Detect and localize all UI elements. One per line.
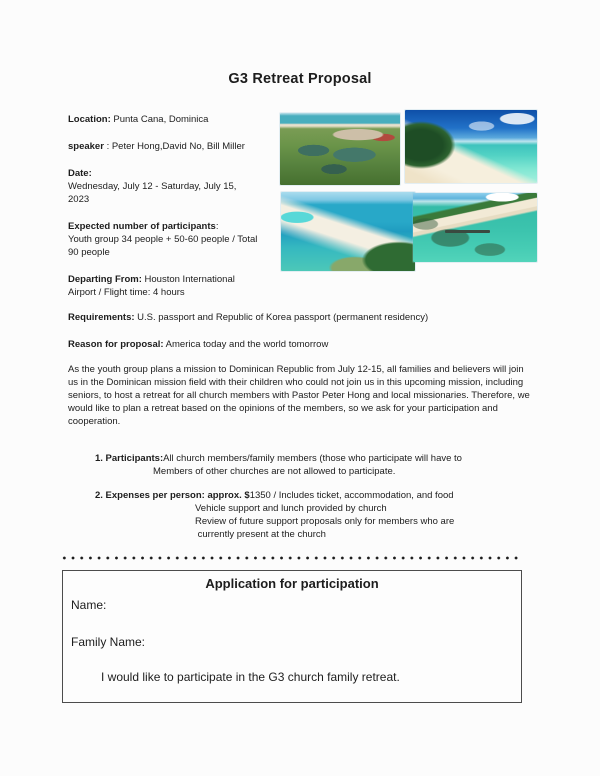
location-value: Punta Cana, Dominica (113, 114, 209, 125)
date-label: Date: (68, 168, 92, 179)
departing-row (68, 273, 258, 299)
location-row (68, 113, 258, 126)
requirements-row (68, 311, 530, 324)
requirements-label: Requirements: (68, 312, 135, 323)
speaker-row (68, 140, 258, 153)
speaker-value: : Peter Hong,David No, Bill Miller (106, 141, 245, 152)
participants-row (68, 220, 258, 259)
date-row (68, 167, 258, 206)
list-item-line (95, 452, 542, 465)
list-item-continuation: Review of future support proposals only for members who are (195, 516, 455, 527)
participants-label-line (68, 220, 258, 233)
name-field[interactable] (106, 598, 513, 612)
application-title: Application for participation (205, 576, 379, 591)
list-item (95, 489, 542, 541)
list-item-rest: 1350 / Includes ticket, accommodation, and food (249, 490, 454, 501)
list-item-continuation: currently present at the church (195, 529, 326, 540)
reason-row (68, 338, 530, 351)
beach-umbrellas-photo (281, 192, 415, 271)
family-name-row (71, 635, 513, 649)
list-item (95, 452, 542, 478)
participants-value: Youth group 34 people + 50-60 people / Total 90 people (68, 234, 258, 258)
speaker-label: speaker (68, 141, 104, 152)
list-item-continuation: Members of other churches are not allowed to participate. (153, 466, 396, 477)
dotted-divider (60, 556, 518, 560)
departing-label: Departing From: (68, 274, 142, 285)
location-label: Location: (68, 114, 111, 125)
golf-resort-photo (280, 113, 400, 185)
beach-pier-photo (413, 193, 537, 262)
list-item-line (95, 489, 542, 502)
list-item-bold: 2. Expenses per person: approx. $ (95, 490, 250, 501)
proposal-paragraph: As the youth group plans a mission to Dominican Republic from July 12-15, all families and believers will join us in the Dominican mission field with their children who could not join us in this upcoming mission, including seniors, to host a retreat for all church members with Pastor Peter Hong and local missionaries. Therefore, we would like to plan a retreat based on the opinions of the members, so we ask for your participation and cooperation. (68, 364, 530, 427)
name-row (71, 598, 513, 612)
family-name-label: Family Name: (71, 635, 146, 649)
name-label: Name: (71, 598, 107, 612)
requirements-value: U.S. passport and Republic of Korea passport (permanent residency) (137, 312, 429, 323)
list-item-rest: All church members/family members (those who participate will have to (163, 453, 462, 464)
reason-value: America today and the world tomorrow (165, 339, 329, 350)
list-item-bold: 1. Participants: (95, 453, 164, 464)
participation-statement: I would like to participate in the G3 church family retreat. (101, 670, 400, 684)
palm-beach-photo (405, 110, 537, 183)
list-item-continuation: Vehicle support and lunch provided by church (195, 503, 387, 514)
family-name-field[interactable] (145, 635, 513, 649)
reason-label: Reason for proposal: (68, 339, 164, 350)
participants-label: Expected number of participants (68, 221, 216, 232)
participants-colon: : (215, 221, 219, 232)
date-value: Wednesday, July 12 - Saturday, July 15, 2023 (68, 181, 237, 205)
page-title: G3 Retreat Proposal (228, 71, 372, 87)
departing-value: Houston International Airport / Flight time: 4 hours (68, 274, 235, 298)
application-box (62, 570, 522, 703)
numbered-list (95, 452, 542, 541)
